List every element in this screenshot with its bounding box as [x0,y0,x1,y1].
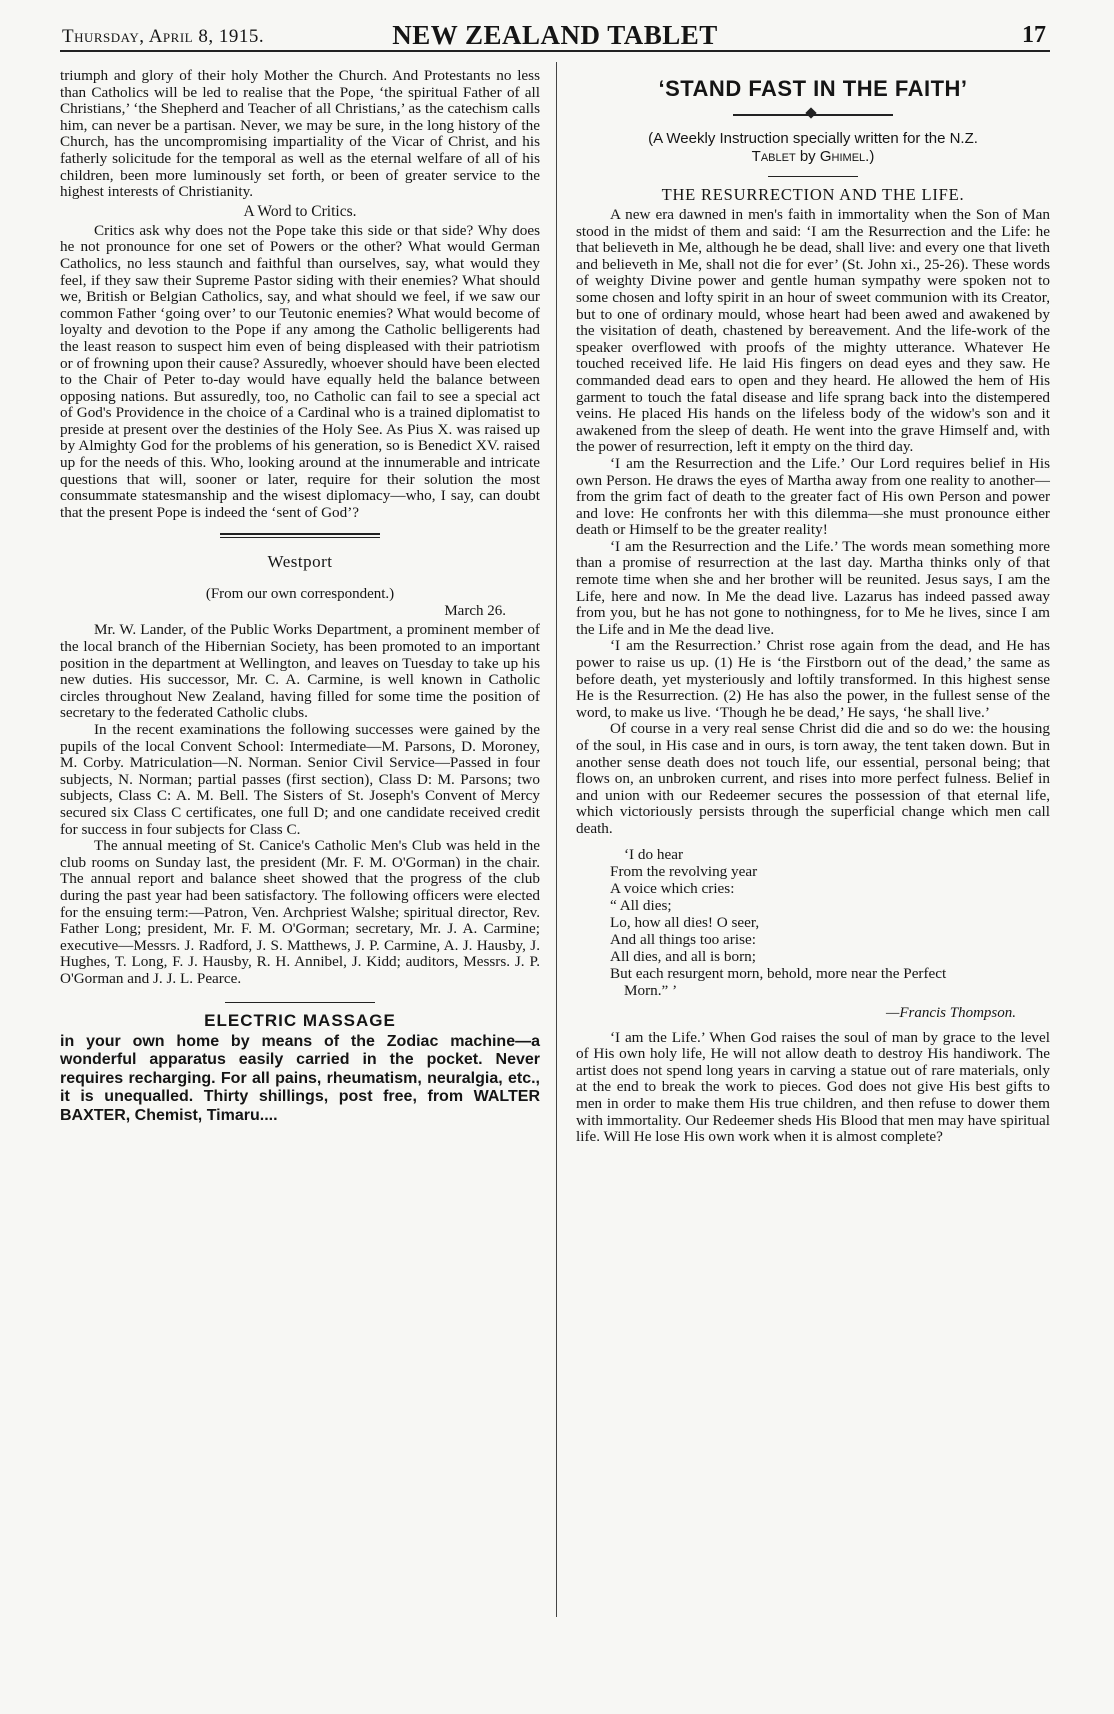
westport-heading: Westport [267,552,333,572]
westport-paragraph-2: In the recent examinations the following successes were gained by the pupils of the local Convent School: Intermediate—M. Parsons, D. Moroney, M. Corby. Matriculation—N. Norman. Senior Civil Service—Passed in four subjects, N. Norman; partial passes (first section), Class D: M. Parsons; two subjects, Class C: A. M. Bell. The Sisters of St. Joseph's Convent of Mercy secured six Class C certificates, one full D; and one candidate received credit for success in four subjects for Class C. [60,721,540,838]
westport-paragraph-3: The annual meeting of St. Canice's Catholic Men's Club was held in the club rooms on Sunday last, the president (Mr. F. M. O'Gorman) in the chair. The annual report and balance sheet showed that the progress of the club during the past year had been satisfactory. The following officers were elected for the ensuing term:—Patron, Ven. Archpriest Walshe; spiritual director, Rev. Father Long; president, Mr. F. M. O'Gorman; secretary, Mr. J. A. Carmine; executive—Messrs. J. Radford, J. S. Matthews, J. P. Carmine, A. J. Hausby, J. Hughes, T. Long, F. J. Hausby, R. H. Annibel, J. Kidd; auditors, Messrs. J. P. O'Gorman and J. J. L. Pearce. [60,837,540,987]
subheading-word-to-critics: A Word to Critics. [243,202,357,220]
byline [576,130,1050,166]
masthead-title: NEW ZEALAND TABLET [392,20,718,50]
advert-title: ELECTRIC MASSAGE [204,1010,396,1030]
poem-line: “ All dies; [610,896,672,914]
byline-publication: Tablet [751,148,796,165]
article-paragraph-4: ‘I am the Resurrection.’ Christ rose again from the dead, and He has power to raise us up. (1) He is ‘the Firstborn out of the dead,’ the same as before death, yet mysteriously and loftily transformed. In this highest sense He is the Resurrection. (2) He has also the power, in the fullest sense of the word, to make us live. ‘Though he be dead,’ He says, ‘he shall live.’ [576,637,1050,721]
poem-line: A voice which cries: [610,879,735,897]
column-title: ‘STAND FAST IN THE FAITH’ [658,76,968,101]
poem-line: From the revolving year [610,862,758,880]
byline-by: by [795,148,820,165]
article-title: THE RESURRECTION AND THE LIFE. [661,185,965,204]
byline-line-1: (A Weekly Instruction specially written for the N.Z. [648,130,978,147]
article-paragraph-1: A new era dawned in men's faith in immortality when the Son of Man stood in the midst of them and said: ‘I am the Resurrection and the Life: he that believeth in Me, although he be dead, shall live: and every one that liveth and believeth in Me, shall not die for ever’ (St. John xi., 25-26). These words of weighty Divine power and gentle human sympathy were spoken not to some chosen and lofty spirit in an hour of sweet communion with its Creator, but to one of ordinary mould, whose heart had been awed and awakened by the visitation of death, chastened by bereavement. And the life-work of the speaker overflowed with proofs of the mighty utterance. Whatever He touched received life. He laid His fingers on dead eyes and they saw. He commanded dead ears to open and they heard. He allowed the hem of His garment to touch the fatal disease and life sprang back into the distempered veins. He placed His hands on the lifeless body of the widow's son and it awakened from the sleep of death. He went into the grave Himself and, with the power of resurrection, left it empty on the third day. [576,206,1050,456]
byline-close: .) [865,148,875,165]
correspondent-line: (From our own correspondent.) [205,586,395,603]
article-paragraph-5: Of course in a very real sense Christ did die and so do we: the housing of the soul, in His case and in ours, is torn away, the tent taken down. But in another sense death does not touch life, our essential, personal being; that flows on, an unbroken current, and rises into more perfect fulness. Belief in and union with our Redeemer secures the possession of that eternal life, which victoriously persists through the superficial change which men call death. [576,720,1050,837]
left-column [60,68,540,1125]
poem-line: Morn.” ’ [624,981,678,999]
poem-line: All dies, and all is born; [610,947,756,965]
paragraph-critics: Critics ask why does not the Pope take this side or that side? Why does he not pronounce for one set of Powers or the other? What would German Catholics, no less staunch and faithful than ourselves, say, what would they feel, if they saw their Supreme Pastor siding with their enemies? What should we, British or Belgian Catholics, say, and what should we feel, if we saw our common Father ‘going over’ to our Teutonic enemies? What would become of loyalty and devotion to the Pope if any among the Catholic belligerents had the least reason to suspect him even of being displeased with their patriotism or of frowning upon their cause? Assuredly, whoever should have been elected to the Chair of Peter to-day would have equally held the balance between opposing nations. But assuredly, too, no Catholic can fail to see a special act of God's Providence in the choice of a Cardinal who is a trained diplomatist to preside at present over the destinies of the Holy See. As Pius X. was raised up by Almighty God for the problems of his generation, so is Benedict XV. raised up for the needs of this. Who, looking around at the innumerable and intricate questions that will, sooner or later, require for their solution the most consummate statesmanship and the wisest diplomacy—who, I say, can doubt that the present Pope is indeed the ‘sent of God’? [60,221,540,521]
poem [610,846,1050,999]
poem-line: Lo, how all dies! O seer, [610,913,760,931]
page-number: 17 [1022,22,1046,48]
poem-line: ‘I do hear [624,845,684,863]
right-column [576,68,1050,1146]
title-divider [768,176,858,177]
ornamental-rule [733,108,893,122]
advert-body: in your own home by means of the Zodiac machine—a wonderful apparatus easily carried in the pocket. Never requires recharging. For all pains, rheumatism, neuralgia, etc., it is unequalled. Thirty shillings, post free, from WALTER BAXTER, Chemist, Timaru.... [60,1032,540,1124]
poem-line: And all things too arise: [610,930,756,948]
column-divider [556,62,557,1617]
westport-paragraph-1: Mr. W. Lander, of the Public Works Department, a prominent member of the local branch of the Hibernian Society, has been promoted to an important position in the department at Wellington, and leaves on Tuesday to take up his new duties. His successor, Mr. C. A. Carmine, is well known in Catholic circles throughout New Zealand, having filled for some time the position of secretary to the federated Catholic clubs. [60,621,540,722]
article-paragraph-2: ‘I am the Resurrection and the Life.’ Our Lord requires belief in His own Person. He draws the eyes of Martha away from one reality to another—from the grim fact of death to the greater fact of His own Person and power and love: He confronts her with this dilemma—she must pronounce either death or Himself to be the greater reality! [576,454,1050,539]
page-header [60,22,1050,52]
byline-author: Ghimel [819,148,866,165]
dateline: March 26. [444,603,506,620]
diamond-ornament-icon [805,107,816,118]
poem-attribution: —Francis Thompson. [885,1004,1016,1021]
article-paragraph-6: ‘I am the Life.’ When God raises the soul of man by grace to the level of His own holy life, He will not allow death to destroy His handiwork. The artist does not spend long years in carving a statue out of rare materials, only at the end to break the work to pieces. God does not give His best gifts to men in order to make them His true children, and then refuse to dower them with immortality. Our Redeemer sheds His Blood that men may have spiritual life. Will He lose His own work when it is almost complete? [576,1028,1050,1146]
poem-line: But each resurgent morn, behold, more near the Perfect [610,964,947,982]
advert-divider [225,1002,375,1003]
section-divider [220,533,380,538]
article-paragraph-3: ‘I am the Resurrection and the Life.’ The words mean something more than a promise of resurrection at the last day. Martha thinks only of that remote time when she and her brother will be reunited. Jesus says, I am the Life, here and now. In Me the dead live. Lazarus has indeed passed away from you, but he has not gone to nothingness, for to Me he lives, since I am the Life and in Me the dead live. [576,537,1050,638]
issue-date: Thursday, April 8, 1915. [62,26,265,47]
paragraph-continued: triumph and glory of their holy Mother the Church. And Protestants no less than Catholics will be led to realise that the Pope, ‘the spiritual Father of all Christians,’ ‘the Shepherd and Teacher of all Christians,’ as the catechism calls him, can never be a partisan. Never, we may be sure, in the long history of the Church, has the uncompromising impartiality of the Vicar of Christ, and his fatherly solicitude for the temporal as well as the eternal welfare of all of his children, been more luminously set forth, or been of greater service to the highest interests of Christianity. [60,67,540,201]
